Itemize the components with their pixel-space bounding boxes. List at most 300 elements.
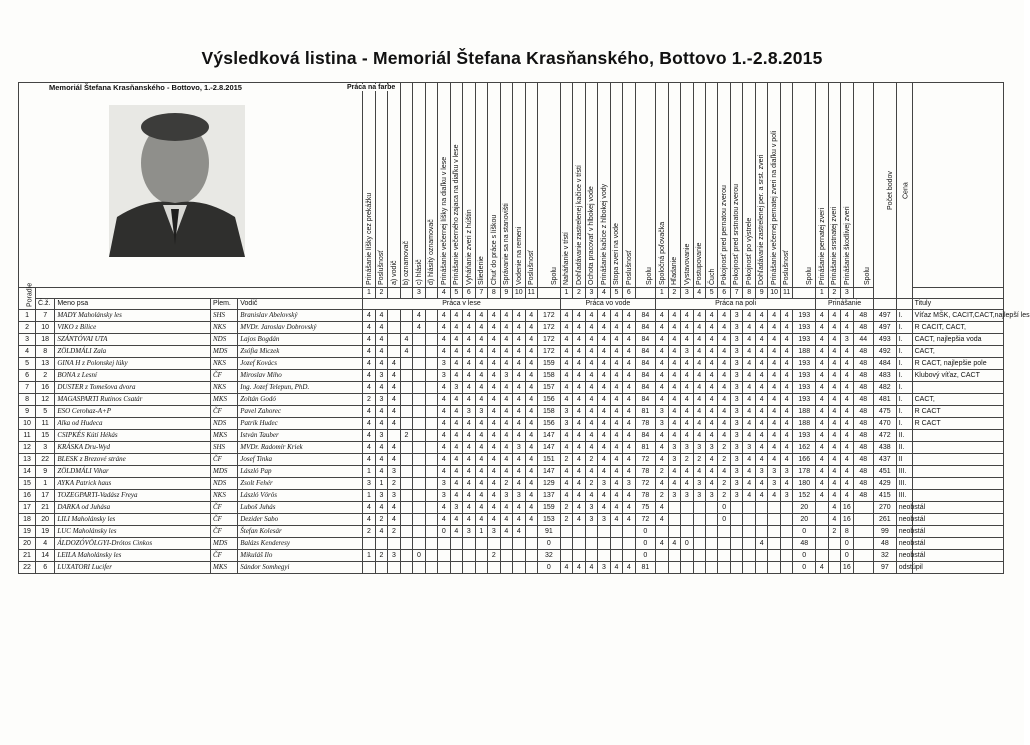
breed-cell: ČF: [210, 514, 237, 526]
water-score-cell: 4: [560, 334, 572, 346]
points-total-cell: 492: [874, 346, 897, 358]
field-score-cell: 4: [693, 394, 705, 406]
titles-cell: CACT,: [912, 346, 1003, 358]
points-total-cell: 429: [874, 478, 897, 490]
forest-col-header-5: d) hlásitý oznamovač: [425, 83, 437, 288]
water-score-cell: 75: [635, 502, 655, 514]
field-score-cell: [656, 550, 668, 562]
farbe-score-cell: [413, 478, 425, 490]
field-score-cell: 2: [718, 454, 730, 466]
field-score-cell: 0: [681, 538, 693, 550]
table-row: [19, 526, 1004, 538]
retrieve-score-cell: [828, 550, 840, 562]
water-score-cell: 4: [585, 370, 597, 382]
prize-cell: II.: [896, 430, 912, 442]
farbe-score-cell: 4: [375, 454, 387, 466]
header-row-titles: [19, 83, 1004, 288]
water-score-cell: 4: [573, 466, 585, 478]
water-score-cell: 4: [598, 394, 610, 406]
water-score-cell: 4: [623, 406, 635, 418]
retrieve-score-cell: 48: [853, 466, 873, 478]
water-score-cell: 72: [635, 478, 655, 490]
retrieve-score-cell: [853, 562, 873, 574]
field-score-cell: [768, 550, 780, 562]
handler-cell: István Tauber: [238, 430, 363, 442]
water-score-cell: 4: [623, 454, 635, 466]
retrieve-score-cell: 4: [828, 490, 840, 502]
farbe-score-cell: 4: [388, 406, 400, 418]
farbe-score-cell: 2: [400, 430, 412, 442]
dog-name-cell: BONA z Lesní: [55, 370, 211, 382]
field-score-cell: 4: [743, 490, 755, 502]
farbe-score-cell: [425, 538, 437, 550]
water-score-cell: 4: [573, 562, 585, 574]
water-score-cell: 78: [635, 418, 655, 430]
water-score-cell: 4: [560, 430, 572, 442]
field-score-cell: 3: [730, 358, 742, 370]
retrieve-score-cell: 4: [816, 454, 828, 466]
farbe-score-cell: 4: [363, 382, 375, 394]
field-score-cell: [706, 562, 718, 574]
field-score-cell: 4: [755, 478, 767, 490]
dog-name-cell: ZÖLDMÁLI Zala: [55, 346, 211, 358]
dog-number-cell: 17: [36, 490, 55, 502]
farbe-score-cell: [388, 346, 400, 358]
farbe-score-cell: [413, 334, 425, 346]
forest-score-cell: 151: [538, 454, 561, 466]
forest-score-cell: 3: [438, 358, 450, 370]
water-score-cell: 4: [610, 382, 622, 394]
forest-score-cell: 4: [525, 454, 537, 466]
dog-number-cell: 1: [36, 478, 55, 490]
retrieve-score-cell: 4: [828, 334, 840, 346]
water-score-cell: 4: [610, 430, 622, 442]
water-score-cell: 4: [573, 394, 585, 406]
field-score-cell: 4: [768, 442, 780, 454]
prize-cell: neobstál: [896, 550, 912, 562]
field-score-cell: [768, 502, 780, 514]
water-score-cell: 84: [635, 394, 655, 406]
farbe-score-cell: [425, 382, 437, 394]
field-score-cell: 3: [730, 394, 742, 406]
points-total-cell: 415: [874, 490, 897, 502]
points-total-cell: 470: [874, 418, 897, 430]
water-score-cell: 81: [635, 406, 655, 418]
farbe-score-cell: [400, 322, 412, 334]
forest-score-cell: 4: [525, 514, 537, 526]
forest-score-cell: 4: [450, 334, 462, 346]
forest-score-cell: 172: [538, 322, 561, 334]
field-col-number-1: 2: [668, 288, 680, 299]
farbe-score-cell: [413, 502, 425, 514]
farbe-header: Práca na farbe: [347, 84, 396, 91]
dog-number-cell: 5: [36, 406, 55, 418]
field-score-cell: 4: [755, 322, 767, 334]
forest-score-cell: 4: [500, 502, 512, 514]
forest-score-cell: 4: [488, 514, 500, 526]
field-score-cell: 4: [718, 418, 730, 430]
table-row: [19, 454, 1004, 466]
retrieve-score-cell: [816, 502, 828, 514]
field-score-cell: 4: [706, 370, 718, 382]
forest-col-header-6: Prinášanie večernej líšky na diaľku v lese: [438, 83, 450, 288]
forest-col-number-14: [538, 288, 561, 299]
dog-number-cell: 10: [36, 322, 55, 334]
retrieve-score-cell: 4: [841, 346, 853, 358]
forest-score-cell: 4: [525, 430, 537, 442]
forest-score-cell: 4: [500, 394, 512, 406]
water-score-cell: 4: [585, 430, 597, 442]
forest-col-number-0: 1: [363, 288, 375, 299]
water-score-cell: 4: [560, 562, 572, 574]
retrieve-score-cell: [816, 550, 828, 562]
handler-cell: László Vörös: [238, 490, 363, 502]
forest-score-cell: 4: [475, 466, 487, 478]
forest-col-header-8: Vyháňanie zveri z húštin: [463, 83, 475, 288]
farbe-score-cell: [400, 370, 412, 382]
water-score-cell: 4: [598, 454, 610, 466]
forest-score-cell: 4: [500, 526, 512, 538]
water-score-cell: 4: [623, 418, 635, 430]
farbe-score-cell: 4: [363, 406, 375, 418]
forest-score-cell: 4: [463, 322, 475, 334]
forest-score-cell: 4: [475, 322, 487, 334]
field-score-cell: [693, 562, 705, 574]
field-score-cell: 4: [656, 514, 668, 526]
forest-col-header-9: Sliedenie: [475, 83, 487, 288]
water-score-cell: 4: [585, 358, 597, 370]
retrieve-score-cell: 4: [816, 394, 828, 406]
water-score-cell: 2: [560, 502, 572, 514]
retrieve-col-number-3: [853, 288, 873, 299]
forest-score-cell: 4: [450, 406, 462, 418]
rank-cell: 10: [19, 418, 36, 430]
forest-score-cell: 4: [438, 466, 450, 478]
field-score-cell: 4: [780, 334, 792, 346]
forest-col-header-10: Chuť do práce s líškou: [488, 83, 500, 288]
water-score-cell: 4: [610, 346, 622, 358]
group-field: Práca na poli: [656, 299, 816, 310]
titles-cell: R CACT: [912, 406, 1003, 418]
farbe-score-cell: [400, 454, 412, 466]
forest-col-number-6: 4: [438, 288, 450, 299]
water-score-cell: 4: [610, 466, 622, 478]
field-score-cell: 4: [768, 358, 780, 370]
water-score-cell: 4: [573, 370, 585, 382]
farbe-score-cell: [375, 538, 387, 550]
field-score-cell: 4: [656, 346, 668, 358]
water-score-cell: 4: [610, 370, 622, 382]
forest-score-cell: 4: [513, 478, 525, 490]
farbe-score-cell: [425, 334, 437, 346]
field-score-cell: 4: [755, 370, 767, 382]
field-score-cell: 4: [743, 370, 755, 382]
field-score-cell: 4: [693, 310, 705, 322]
forest-score-cell: 4: [488, 358, 500, 370]
water-score-cell: 4: [573, 478, 585, 490]
handler-cell: Zsófia Miczek: [238, 346, 363, 358]
dog-number-cell: 8: [36, 346, 55, 358]
retrieve-score-cell: 4: [841, 454, 853, 466]
forest-score-cell: 4: [488, 466, 500, 478]
forest-score-cell: 4: [513, 418, 525, 430]
forest-score-cell: 3: [513, 442, 525, 454]
field-score-cell: 4: [755, 334, 767, 346]
points-total-cell: 437: [874, 454, 897, 466]
water-score-cell: 81: [635, 562, 655, 574]
titles-cell: [912, 490, 1003, 502]
forest-col-header-4: c) hlásič: [413, 83, 425, 288]
field-score-cell: [681, 502, 693, 514]
water-col-number-0: 1: [560, 288, 572, 299]
water-score-cell: 4: [585, 310, 597, 322]
farbe-score-cell: [400, 442, 412, 454]
field-score-cell: 4: [656, 370, 668, 382]
water-col-header-1: Dohľadávanie zastrelenej kačice v tŕstí: [573, 83, 585, 288]
field-score-cell: 2: [718, 442, 730, 454]
field-score-cell: 4: [668, 310, 680, 322]
forest-score-cell: 3: [500, 370, 512, 382]
dog-name-cell: Alka od Hudeca: [55, 418, 211, 430]
farbe-score-cell: [425, 310, 437, 322]
farbe-score-cell: [425, 370, 437, 382]
field-score-cell: 0: [718, 502, 730, 514]
farbe-score-cell: 1: [375, 478, 387, 490]
field-score-cell: [768, 538, 780, 550]
memorial-portrait-image: [109, 105, 245, 257]
field-score-cell: 162: [793, 442, 816, 454]
forest-score-cell: 4: [488, 346, 500, 358]
retrieve-score-cell: 4: [828, 466, 840, 478]
prize-cell: neobstál: [896, 526, 912, 538]
water-score-cell: 4: [573, 418, 585, 430]
water-score-cell: 4: [623, 394, 635, 406]
dog-name-cell: LUC Maholánsky les: [55, 526, 211, 538]
field-score-cell: 3: [730, 406, 742, 418]
forest-col-number-3: [400, 288, 412, 299]
farbe-score-cell: 2: [375, 550, 387, 562]
farbe-score-cell: [400, 514, 412, 526]
farbe-score-cell: 4: [388, 514, 400, 526]
table-row: [19, 562, 1004, 574]
table-row: [19, 514, 1004, 526]
field-score-cell: 4: [780, 394, 792, 406]
water-score-cell: 4: [585, 418, 597, 430]
field-score-cell: 4: [755, 490, 767, 502]
retrieve-score-cell: 48: [853, 358, 873, 370]
header-row-numbers: [19, 288, 1004, 299]
forest-score-cell: 4: [488, 310, 500, 322]
water-score-cell: 4: [623, 514, 635, 526]
handler-cell: Patrik Hudec: [238, 418, 363, 430]
retrieve-score-cell: 4: [841, 406, 853, 418]
points-total-cell: 48: [874, 538, 897, 550]
field-score-cell: 4: [681, 394, 693, 406]
forest-score-cell: 129: [538, 478, 561, 490]
water-score-cell: 4: [560, 346, 572, 358]
field-col-header-10: Poslušnosť: [780, 83, 792, 288]
farbe-score-cell: [400, 502, 412, 514]
forest-score-cell: 4: [500, 430, 512, 442]
retrieve-col-header-1: Prinášanie srstnatej zveri: [828, 83, 840, 288]
dog-name-cell: MADY Maholánsky les: [55, 310, 211, 322]
water-score-cell: 4: [610, 490, 622, 502]
farbe-score-cell: [363, 538, 375, 550]
titles-cell: [912, 466, 1003, 478]
handler-cell: MVDr. Radomír Kriek: [238, 442, 363, 454]
field-score-cell: 3: [780, 490, 792, 502]
farbe-score-cell: 2: [363, 526, 375, 538]
retrieve-score-cell: 16: [841, 514, 853, 526]
prize-cell: odstúpil: [896, 562, 912, 574]
field-score-cell: 4: [706, 418, 718, 430]
water-score-cell: 4: [598, 346, 610, 358]
dog-number-cell: 13: [36, 358, 55, 370]
dog-number-cell: 20: [36, 514, 55, 526]
retrieve-score-cell: 4: [841, 418, 853, 430]
farbe-score-cell: 4: [388, 382, 400, 394]
retrieve-score-cell: 48: [853, 454, 873, 466]
field-score-cell: 4: [668, 382, 680, 394]
field-score-cell: [706, 538, 718, 550]
forest-score-cell: 156: [538, 418, 561, 430]
field-col-number-10: 11: [780, 288, 792, 299]
prize-cell: I.: [896, 370, 912, 382]
field-score-cell: 4: [780, 370, 792, 382]
field-score-cell: 4: [755, 454, 767, 466]
field-score-cell: [730, 502, 742, 514]
field-col-number-9: 10: [768, 288, 780, 299]
field-score-cell: 2: [718, 478, 730, 490]
dog-number-cell: 16: [36, 382, 55, 394]
farbe-score-cell: 4: [363, 370, 375, 382]
forest-score-cell: [438, 562, 450, 574]
prize-cell: I.: [896, 322, 912, 334]
field-col-header-9: Prinášanie večernej pernatej zveri na diaľku v poli: [768, 83, 780, 288]
water-score-cell: 4: [610, 334, 622, 346]
forest-score-cell: 4: [475, 394, 487, 406]
water-score-cell: 4: [598, 370, 610, 382]
field-score-cell: 193: [793, 430, 816, 442]
water-score-cell: 4: [623, 430, 635, 442]
dog-number-cell: 15: [36, 430, 55, 442]
farbe-score-cell: 4: [375, 502, 387, 514]
forest-score-cell: 4: [488, 406, 500, 418]
farbe-score-cell: 4: [363, 310, 375, 322]
farbe-score-cell: 2: [375, 514, 387, 526]
retrieve-score-cell: 48: [853, 370, 873, 382]
farbe-score-cell: [425, 430, 437, 442]
retrieve-score-cell: 4: [828, 478, 840, 490]
field-score-cell: 4: [706, 454, 718, 466]
retrieve-score-cell: 4: [816, 478, 828, 490]
water-score-cell: 3: [598, 514, 610, 526]
forest-score-cell: 4: [463, 346, 475, 358]
field-score-cell: 4: [780, 442, 792, 454]
points-total-cell: 475: [874, 406, 897, 418]
forest-score-cell: 3: [450, 502, 462, 514]
forest-score-cell: 4: [438, 346, 450, 358]
dog-number-cell: 18: [36, 334, 55, 346]
titles-cell: R CACIT, CACT,: [912, 322, 1003, 334]
titles-cell: [912, 562, 1003, 574]
water-col-number-2: 3: [585, 288, 597, 299]
farbe-score-cell: [425, 442, 437, 454]
retrieve-score-cell: 16: [841, 562, 853, 574]
farbe-score-cell: 4: [375, 358, 387, 370]
forest-col-header-12: Vodenie na remeni: [513, 83, 525, 288]
handler-cell: László Pap: [238, 466, 363, 478]
field-score-cell: 4: [755, 406, 767, 418]
titles-header-top: [912, 83, 1003, 288]
table-row: [19, 442, 1004, 454]
farbe-score-cell: 3: [388, 490, 400, 502]
forest-score-cell: 4: [500, 418, 512, 430]
forest-score-cell: 3: [438, 370, 450, 382]
retrieve-score-cell: [853, 526, 873, 538]
field-score-cell: 4: [743, 454, 755, 466]
retrieve-score-cell: 4: [841, 322, 853, 334]
field-score-cell: [668, 502, 680, 514]
forest-score-cell: 3: [513, 490, 525, 502]
prize-cell: I.: [896, 310, 912, 322]
forest-score-cell: 0: [438, 526, 450, 538]
retrieve-score-cell: 48: [853, 382, 873, 394]
forest-score-cell: 4: [525, 418, 537, 430]
retrieve-score-cell: 48: [853, 394, 873, 406]
retrieve-score-cell: 4: [841, 430, 853, 442]
field-score-cell: 178: [793, 466, 816, 478]
forest-score-cell: 4: [463, 334, 475, 346]
forest-score-cell: 4: [450, 490, 462, 502]
farbe-score-cell: [413, 490, 425, 502]
forest-score-cell: 4: [488, 430, 500, 442]
forest-score-cell: 4: [463, 502, 475, 514]
field-score-cell: 4: [718, 430, 730, 442]
forest-score-cell: 4: [500, 310, 512, 322]
field-score-cell: 4: [681, 466, 693, 478]
farbe-score-cell: 4: [375, 382, 387, 394]
rank-cell: 19: [19, 526, 36, 538]
forest-score-cell: 4: [438, 418, 450, 430]
forest-col-header-13: Poslušnosť: [525, 83, 537, 288]
farbe-score-cell: [413, 370, 425, 382]
dog-number-cell: 6: [36, 562, 55, 574]
retrieve-score-cell: [853, 550, 873, 562]
field-score-cell: 3: [668, 490, 680, 502]
farbe-score-cell: 3: [375, 490, 387, 502]
titles-header-mid: [912, 288, 1003, 299]
field-score-cell: 4: [743, 466, 755, 478]
water-score-cell: 4: [623, 562, 635, 574]
forest-score-cell: 4: [475, 430, 487, 442]
breed-cell: MDS: [210, 346, 237, 358]
field-score-cell: 4: [743, 394, 755, 406]
breed-cell: ČF: [210, 406, 237, 418]
forest-score-cell: 159: [538, 358, 561, 370]
handler-cell: MVDr. Jaroslav Dobrovský: [238, 322, 363, 334]
field-score-cell: 188: [793, 346, 816, 358]
water-score-cell: [560, 550, 572, 562]
titles-cell: [912, 526, 1003, 538]
forest-score-cell: 4: [488, 382, 500, 394]
prize-spacer: [896, 299, 912, 310]
field-score-cell: 4: [668, 334, 680, 346]
field-col-number-3: 4: [693, 288, 705, 299]
forest-score-cell: 3: [475, 406, 487, 418]
farbe-score-cell: 2: [388, 478, 400, 490]
field-score-cell: [755, 526, 767, 538]
